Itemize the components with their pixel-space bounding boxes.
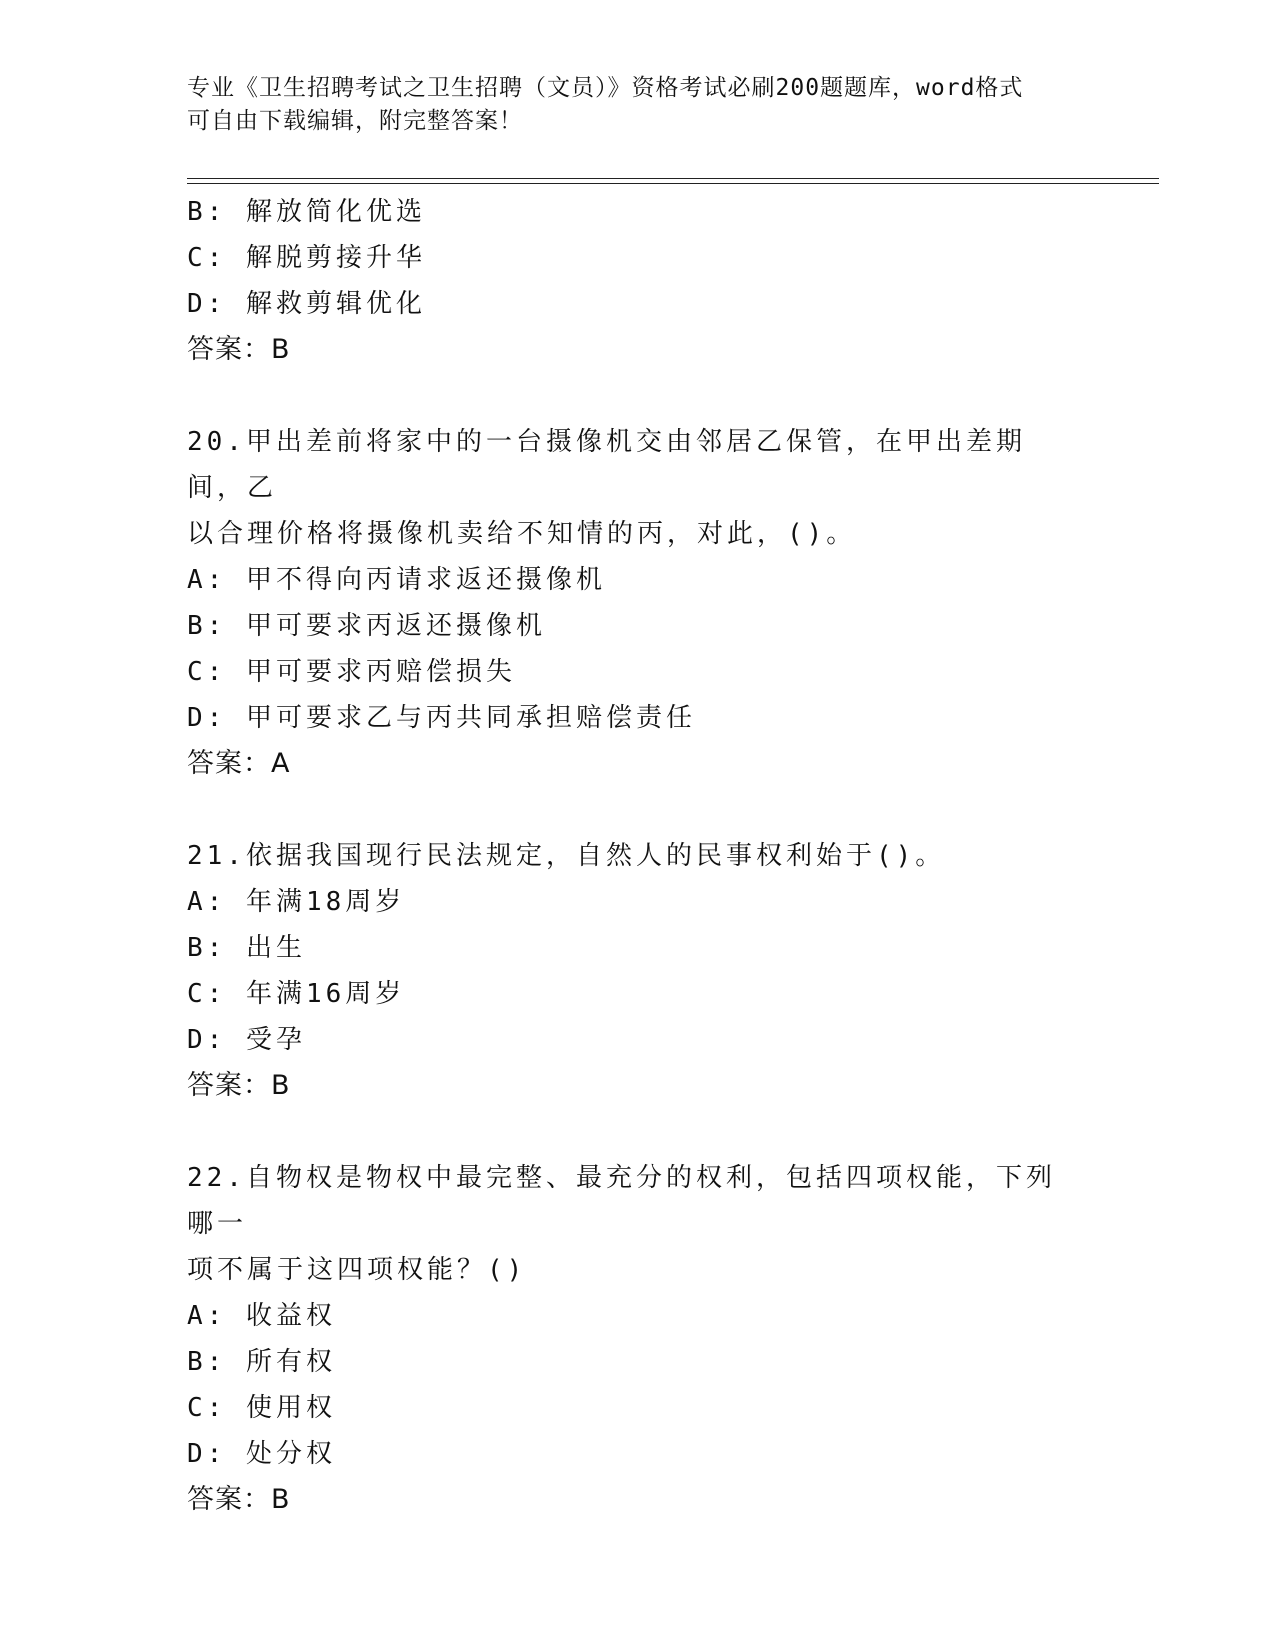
answer-line: 答案：B xyxy=(187,1070,291,1101)
question-text-line-2: 项不属于这四项权能？() xyxy=(187,1255,527,1285)
option-b: B: 所有权 xyxy=(187,1347,336,1377)
question-19-continuation xyxy=(187,189,1087,373)
question-21 xyxy=(187,833,1087,1109)
answer-line: 答案：A xyxy=(187,748,291,779)
document-header xyxy=(187,72,1087,138)
option-d: D: 受孕 xyxy=(187,1025,306,1055)
question-text-line-1: 20.甲出差前将家中的一台摄像机交由邻居乙保管，在甲出差期间，乙 xyxy=(187,427,1026,503)
option-d: D: 解救剪辑优化 xyxy=(187,289,426,319)
option-a: A: 年满18周岁 xyxy=(187,887,406,917)
option-a: A: 收益权 xyxy=(187,1301,336,1331)
answer-line: 答案：B xyxy=(187,334,291,365)
header-line-1: 专业《卫生招聘考试之卫生招聘（文员）》资格考试必刷200题题库，word格式 xyxy=(187,75,1024,101)
question-text-line-1: 22.自物权是物权中最完整、最充分的权利，包括四项权能，下列哪一 xyxy=(187,1163,1056,1239)
option-d: D: 甲可要求乙与丙共同承担赔偿责任 xyxy=(187,703,696,733)
header-line-2: 可自由下载编辑，附完整答案！ xyxy=(187,108,523,134)
header-divider-bottom xyxy=(187,183,1159,184)
option-b: B: 出生 xyxy=(187,933,306,963)
question-text-line-2: 以合理价格将摄像机卖给不知情的丙，对此，()。 xyxy=(187,519,857,549)
option-b: B: 解放简化优选 xyxy=(187,197,426,227)
option-b: B: 甲可要求丙返还摄像机 xyxy=(187,611,546,641)
option-c: C: 年满16周岁 xyxy=(187,979,406,1009)
option-c: C: 使用权 xyxy=(187,1393,336,1423)
option-a: A: 甲不得向丙请求返还摄像机 xyxy=(187,565,606,595)
answer-line: 答案：B xyxy=(187,1484,291,1515)
question-22 xyxy=(187,1155,1087,1523)
option-c: C: 解脱剪接升华 xyxy=(187,243,426,273)
header-divider-top xyxy=(187,178,1159,179)
document-body xyxy=(187,189,1087,1523)
option-d: D: 处分权 xyxy=(187,1439,336,1469)
option-c: C: 甲可要求丙赔偿损失 xyxy=(187,657,516,687)
question-text-line-1: 21.依据我国现行民法规定，自然人的民事权利始于()。 xyxy=(187,841,946,871)
question-20 xyxy=(187,419,1087,787)
